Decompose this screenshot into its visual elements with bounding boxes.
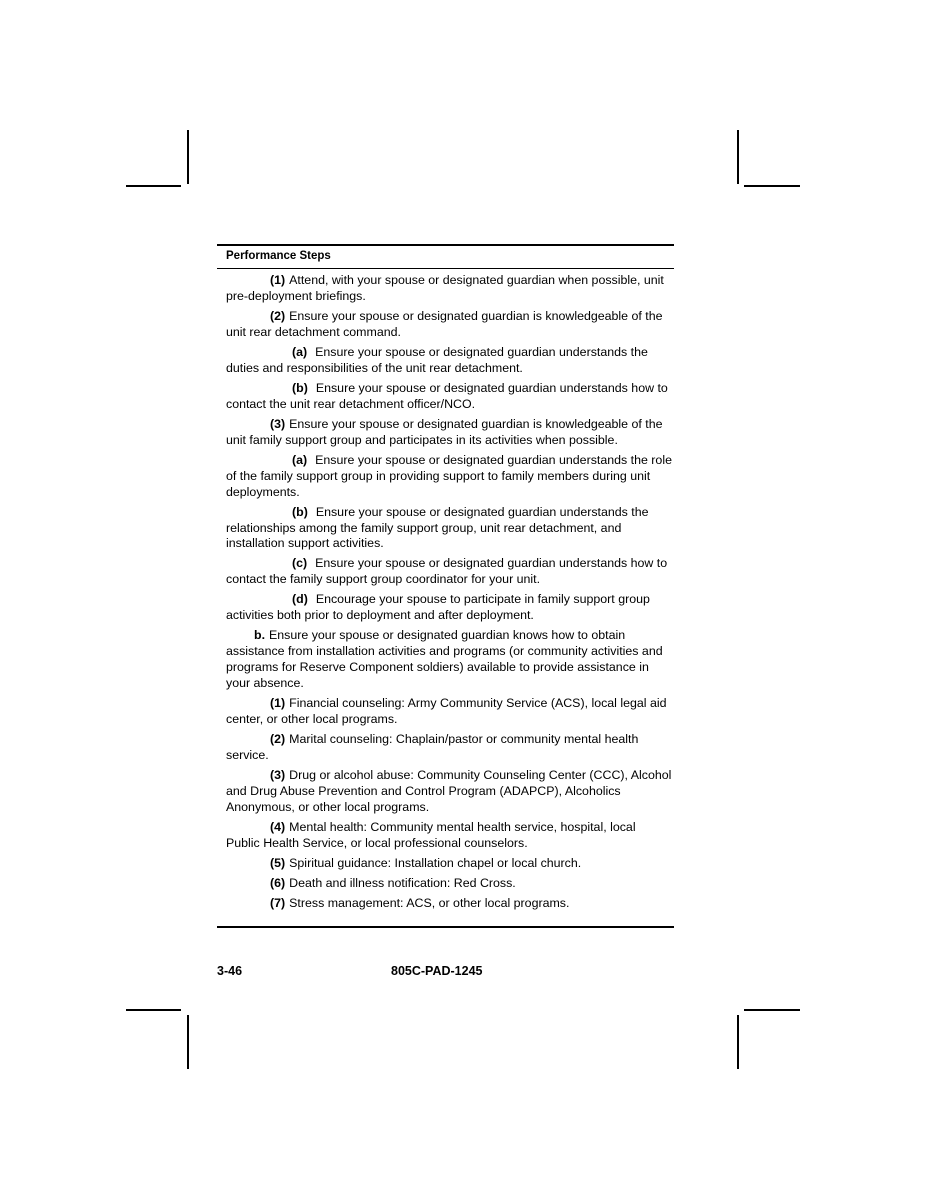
step-text: Spiritual guidance: Installation chapel or local church. — [289, 855, 582, 870]
step-marker: (3) — [270, 768, 286, 782]
step-text: Financial counseling: Army Community Service (ACS), local legal aid center, or other local programs. — [226, 696, 667, 726]
crop-mark-top-left-horizontal — [126, 185, 181, 187]
crop-mark-bottom-right-vertical — [737, 1015, 739, 1069]
step-marker: (6) — [270, 875, 286, 890]
step-item — [226, 417, 672, 449]
document-code: 805C-PAD-1245 — [391, 964, 483, 978]
step-text: Ensure your spouse or designated guardian knows how to obtain assistance from installation activities and programs (or community activities and programs for Reserve Component soldiers) available to provide assistance in your absence. — [226, 628, 663, 690]
step-item — [226, 696, 672, 728]
step-marker: (b) — [292, 380, 308, 395]
step-marker: (4) — [270, 819, 286, 834]
crop-mark-top-left-vertical — [187, 130, 189, 184]
step-marker: (1) — [270, 273, 286, 287]
step-text: Attend, with your spouse or designated guardian when possible, unit pre-deployment briefings. — [226, 273, 664, 303]
step-item — [226, 505, 672, 552]
step-marker: (5) — [270, 855, 286, 870]
step-marker: (7) — [270, 896, 286, 911]
step-text: Ensure your spouse or designated guardian understands the relationships among the family support group, unit rear detachment, and installation support activities. — [226, 504, 649, 551]
step-text: Mental health: Community mental health service, hospital, local Public Health Service, or local professional counselors. — [226, 819, 636, 850]
header-bottom-rule — [217, 268, 674, 269]
step-marker: (d) — [292, 592, 308, 607]
step-text: Ensure your spouse or designated guardian understands how to contact the family support group coordinator for your unit. — [226, 556, 668, 587]
header-top-rule — [217, 244, 674, 246]
step-text: Ensure your spouse or designated guardian understands how to contact the unit rear detachment officer/NCO. — [226, 380, 668, 411]
crop-mark-top-right-horizontal — [744, 185, 800, 187]
step-item — [226, 592, 672, 624]
step-item — [226, 273, 672, 305]
step-marker: (2) — [270, 308, 286, 323]
step-marker: (c) — [292, 556, 308, 571]
step-item — [226, 896, 672, 912]
step-marker: (a) — [292, 344, 308, 359]
step-item — [226, 856, 672, 872]
crop-mark-bottom-right-horizontal — [744, 1009, 800, 1011]
section-header: Performance Steps — [226, 250, 331, 262]
table-bottom-rule — [217, 926, 674, 928]
step-text: Ensure your spouse or designated guardian understands the role of the family support group in providing support to family members during unit deployments. — [226, 452, 672, 499]
step-marker: (3) — [270, 416, 286, 431]
step-marker: (a) — [292, 452, 308, 467]
step-item — [226, 876, 672, 892]
step-marker: b. — [254, 628, 266, 643]
step-text: Ensure your spouse or designated guardian is knowledgeable of the unit rear detachment command. — [226, 308, 663, 339]
step-text: Ensure your spouse or designated guardian understands the duties and responsibilities of the unit rear detachment. — [226, 344, 648, 375]
performance-steps-list — [226, 273, 672, 916]
crop-mark-top-right-vertical — [737, 130, 739, 184]
step-item — [226, 820, 672, 852]
step-item — [226, 309, 672, 341]
step-text: Ensure your spouse or designated guardian is knowledgeable of the unit family support group and participates in its activities when possible. — [226, 416, 663, 447]
step-marker: (1) — [270, 696, 286, 711]
step-item — [226, 628, 672, 691]
step-text: Death and illness notification: Red Cross. — [289, 875, 516, 890]
step-text: Encourage your spouse to participate in family support group activities both prior to deployment and after deployment. — [226, 592, 650, 623]
step-marker: (b) — [292, 504, 308, 519]
step-text: Drug or alcohol abuse: Community Counseling Center (CCC), Alcohol and Drug Abuse Prevention and Control Program (ADAPCP), Alcoholics Anonymous, or other local programs. — [226, 768, 672, 814]
crop-mark-bottom-left-horizontal — [126, 1009, 181, 1011]
step-item — [226, 556, 672, 588]
step-item — [226, 345, 672, 377]
step-item — [226, 732, 672, 764]
page-number: 3-46 — [217, 964, 243, 978]
step-text: Marital counseling: Chaplain/pastor or community mental health service. — [226, 732, 639, 762]
step-item — [226, 768, 672, 815]
step-item — [226, 381, 672, 413]
step-marker: (2) — [270, 732, 286, 747]
step-text: Stress management: ACS, or other local programs. — [289, 896, 570, 911]
step-item — [226, 453, 672, 500]
crop-mark-bottom-left-vertical — [187, 1015, 189, 1069]
